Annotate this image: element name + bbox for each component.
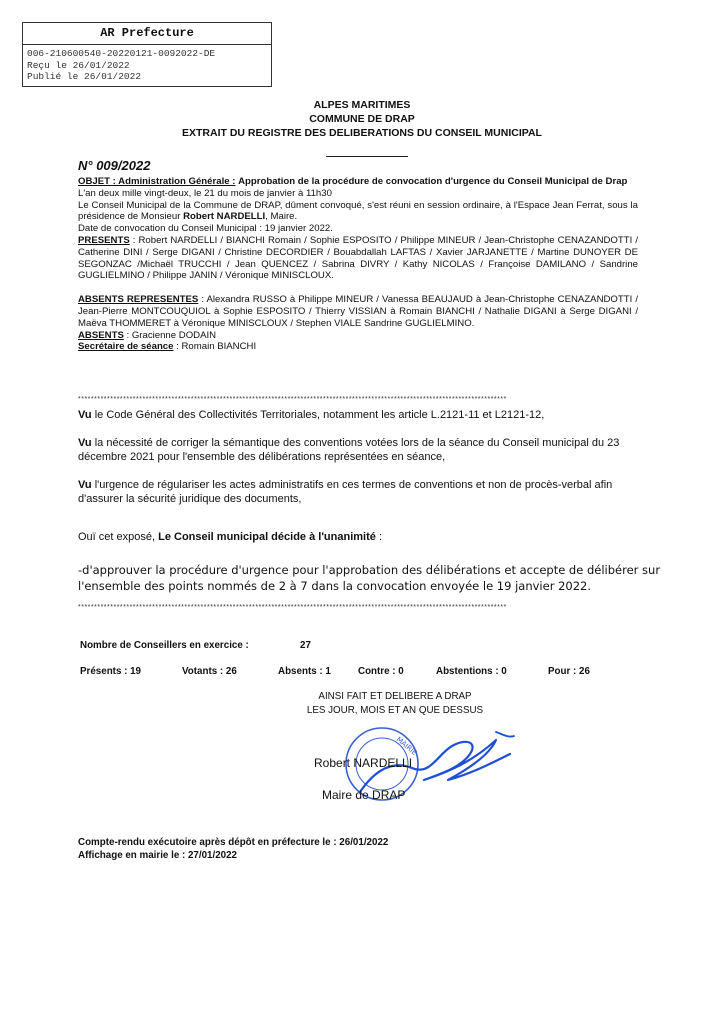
objet-label: OBJET : Administration Générale : bbox=[78, 176, 236, 187]
decision-intro-bold: Le Conseil municipal décide à l'unanimité bbox=[155, 531, 376, 543]
secretary-label: Secrétaire de séance bbox=[78, 341, 174, 353]
session-text bbox=[78, 200, 638, 224]
prefecture-published: Publié le 26/01/2022 bbox=[27, 71, 142, 82]
secretary-line bbox=[78, 341, 638, 353]
seal-text: MAIRIE bbox=[394, 735, 419, 758]
absents-represented-text: : Alexandra RUSSO à Philippe MINEUR / Vanessa BEAUJAUD à Jean-Christophe CENAZANDOTTI / Jean-Pierre MONTCOUQUIOL à Sophie ESPOSITO / Thierry VISSIAN à Romain BIANCHI / Nathalie DIGANI à Serge DIGANI / Maëva THOMMERET à Véronique MINISCLOUX / Stephen VIALE Sandrine GUGLIELMINO. bbox=[78, 294, 638, 329]
footer-affichage: Affichage en mairie le : 27/01/2022 bbox=[78, 850, 238, 861]
secretary-text: : Romain BIANCHI bbox=[173, 341, 257, 353]
absents-text: : Gracienne DODAIN bbox=[123, 329, 217, 341]
absents-line bbox=[78, 330, 638, 342]
considerant-text: la nécessité de corriger la sémantique des conventions votées lors de la séance du Conseil municipal du 23 décembre 2021 pour l'ensemble des délibérations représentées en séance, bbox=[78, 437, 620, 463]
session-text-start: Le Conseil Municipal de la Commune de DRAP, dûment convoqué, s'est réuni en session ordinaire, à l'Espace Jean Ferrat, sous la présidence de Monsieur bbox=[78, 199, 638, 223]
department-heading: ALPES MARITIMES bbox=[313, 99, 411, 111]
register-heading: EXTRAIT DU REGISTRE DES DELIBERATIONS DU CONSEIL MUNICIPAL bbox=[182, 127, 542, 139]
presents-label: PRESENTS bbox=[78, 234, 130, 246]
closing-line-2: LES JOUR, MOIS ET AN QUE DESSUS bbox=[306, 705, 484, 716]
prefecture-box bbox=[22, 22, 272, 87]
deliberation-number: N° 009/2022 bbox=[78, 158, 151, 173]
deliberation-header bbox=[78, 176, 638, 353]
votants-count: Votants : 26 bbox=[182, 666, 237, 677]
prefecture-title: AR Prefecture bbox=[23, 23, 271, 45]
presents-line bbox=[78, 235, 638, 282]
vu-label: Vu bbox=[78, 437, 92, 449]
decision-intro-start: Ouï cet exposé, bbox=[78, 531, 156, 543]
considerant-text: l'urgence de régulariser les actes administratifs en ces termes de conventions et non de procès-verbal afin d'assurer la sécurité juridique des documents, bbox=[78, 479, 613, 505]
councillors-label: Nombre de Conseillers en exercice : bbox=[80, 640, 249, 651]
prefecture-received: Reçu le 26/01/2022 bbox=[27, 59, 130, 71]
vu-label: Vu bbox=[78, 479, 92, 491]
abstentions-count: Abstentions : 0 bbox=[436, 666, 507, 677]
considerant-text: le Code Général des Collectivités Territoriales, notamment les article L.2121-11 et L2121-12, bbox=[91, 409, 545, 421]
decision-text: -d'approuver la procédure d'urgence pour l'approbation des délibérations et accepte de délibérer sur l'ensemble des points nommés de 2 à 7 dans la convocation envoyée le 19 janvier 2022. bbox=[78, 563, 661, 593]
decision-intro bbox=[78, 530, 668, 544]
signer-title: Maire de DRAP bbox=[322, 788, 406, 802]
signer-name: Robert NARDELLI bbox=[314, 756, 413, 770]
session-text-end: , Maire. bbox=[265, 211, 298, 223]
absents-label: ABSENTS bbox=[78, 329, 124, 341]
prefecture-id: 006-210600540-20220121-0092022-DE bbox=[27, 48, 216, 59]
objet-text: Approbation de la procédure de convocation d'urgence du Conseil Municipal de Drap bbox=[238, 176, 628, 187]
considerant-3 bbox=[78, 478, 638, 506]
councillors-count: 27 bbox=[300, 640, 311, 651]
separator-top: ************************************************************************************************************************************* bbox=[78, 396, 507, 403]
considerant-2 bbox=[78, 436, 668, 464]
vu-label: Vu bbox=[78, 409, 92, 421]
pour-count: Pour : 26 bbox=[548, 666, 590, 677]
absents-represented-line bbox=[78, 294, 638, 329]
decision-intro-end: : bbox=[375, 531, 383, 543]
absents-represented-label: ABSENTS REPRESENTES bbox=[78, 294, 199, 306]
absents-count: Absents : 1 bbox=[278, 666, 331, 677]
considerant-1 bbox=[78, 408, 668, 422]
commune-heading: COMMUNE DE DRAP bbox=[309, 113, 415, 125]
presents-text: : Robert NARDELLI / BIANCHI Romain / Sophie ESPOSITO / Philippe MINEUR / Jean-Christophe CENAZANDOTTI / Catherine DINI / Serge DIGANI / Christine DECORDIER / Bouabdallah LAFTAS / Xavier JARJANETTE / Martine DUNOYER DE SEGONZAC /Michaël TRUCCHI / Jean QUENCEZ / Sabrina DIVRY / Kathy NICOLAS / Françoise DAMILANO / Sandrine GUGLIELMINO / Philippe JANIN / Véronique MINISCLOUX. bbox=[78, 234, 638, 282]
separator-bottom: ************************************************************************************************************************************* bbox=[78, 604, 507, 611]
heading-divider bbox=[326, 156, 408, 157]
objet-line bbox=[78, 176, 638, 188]
president-name: Robert NARDELLI bbox=[183, 211, 266, 223]
signature-flourish bbox=[496, 732, 514, 737]
presents-count: Présents : 19 bbox=[80, 666, 141, 677]
convocation-date: Date de convocation du Conseil Municipal : 19 janvier 2022. bbox=[78, 223, 333, 235]
footer-executoire: Compte-rendu exécutoire après dépôt en préfecture le : 26/01/2022 bbox=[78, 837, 389, 848]
session-date: L'an deux mille vingt-deux, le 21 du mois de janvier à 11h30 bbox=[78, 187, 332, 199]
contre-count: Contre : 0 bbox=[358, 666, 404, 677]
closing-line-1: AINSI FAIT ET DELIBERE A DRAP bbox=[318, 691, 472, 702]
